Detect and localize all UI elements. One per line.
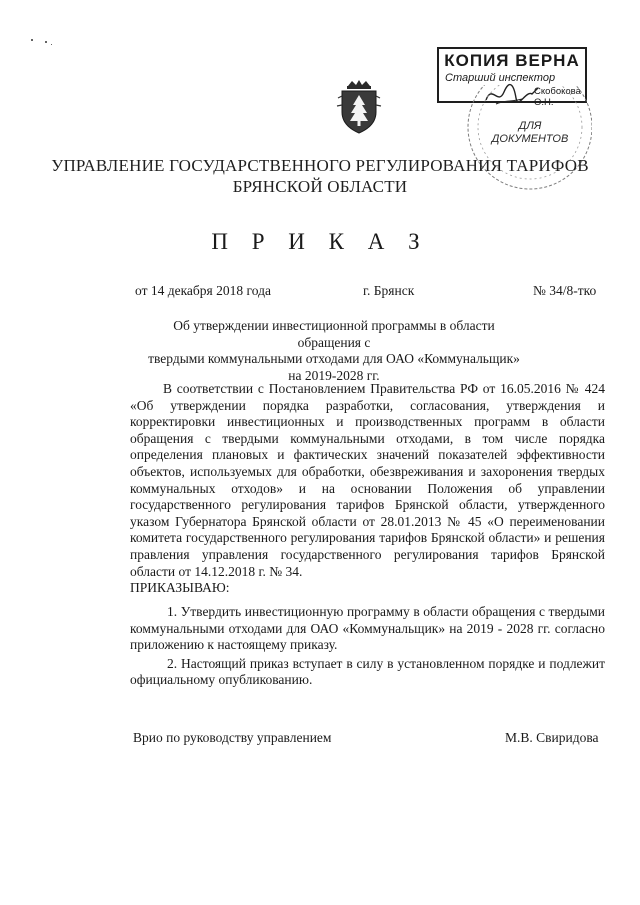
- order-number: № 34/8-тко: [533, 283, 597, 298]
- stamp-title: КОПИЯ ВЕРНА: [444, 51, 580, 70]
- seal-text-line2: ДОКУМЕНТОВ: [491, 133, 569, 145]
- scan-speck: [31, 39, 33, 41]
- signatory-name: М.В. Свиридова: [505, 730, 599, 745]
- subject-line: на 2019-2028 гг.: [288, 367, 380, 383]
- scan-speck: [51, 44, 52, 45]
- order-date: от 14 декабря 2018 года: [135, 283, 271, 298]
- order-word: ПРИКАЗЫВАЮ:: [130, 580, 230, 595]
- preamble-block: [130, 381, 605, 580]
- order-city: г. Брянск: [363, 283, 415, 298]
- order-subject: [140, 318, 528, 384]
- signatory-role: Врио по руководству управлением: [133, 730, 332, 745]
- scan-speck: [45, 41, 47, 43]
- subject-line: твердыми коммунальными отходами для ОАО «Коммунальщик»: [148, 351, 520, 366]
- coat-of-arms-emblem: [336, 78, 382, 136]
- stamp-name: Скобокова О.Н.: [534, 86, 581, 108]
- agency-name-line2: БРЯНСКОЙ ОБЛАСТИ: [232, 177, 408, 196]
- agency-name-line1: УПРАВЛЕНИЕ ГОСУДАРСТВЕННОГО РЕГУЛИРОВАНИЯ ТАРИФОВ: [51, 156, 589, 175]
- order-items: [130, 604, 605, 691]
- seal-text-line1: ДЛЯ: [518, 120, 542, 132]
- preamble-paragraph: В соответствии с Постановлением Правительства РФ от 16.05.2016 № 424 «Об утверждении порядка разработки, согласования, утверждения и корректировки инвестиционных и производственных программ в области обращения с твердыми коммунальными отходами, в том числе порядка определения плановых и фактических значений показателей эффективности объектов, используемых для обработки, обезвреживания и захоронения твердых коммунальных отходов» и на основании Положения об управлении государственного регулирования тарифов Брянской области, утвержденного указом Губернатора Брянской области от 28.01.2013 № 45 «О переименовании комитета государственного регулирования тарифов Брянской области» и решения правления управления государственного регулирования тарифов Брянской области от 14.12.2018 г. № 34.: [130, 381, 605, 579]
- stamp-position: Старший инспектор: [445, 72, 556, 84]
- order-item-1: 1. Утвердить инвестиционную программу в области обращения с твердыми коммунальными отходами для ОАО «Коммунальщик» на 2019 - 2028 гг. согласно приложению к настоящему приказу.: [130, 604, 605, 653]
- order-item-2: 2. Настоящий приказ вступает в силу в установленном порядке и подлежит официальному опубликованию.: [130, 655, 605, 688]
- subject-line: Об утверждении инвестиционной программы в области обращения с: [173, 318, 495, 350]
- document-type-title: П Р И К А З: [211, 229, 429, 254]
